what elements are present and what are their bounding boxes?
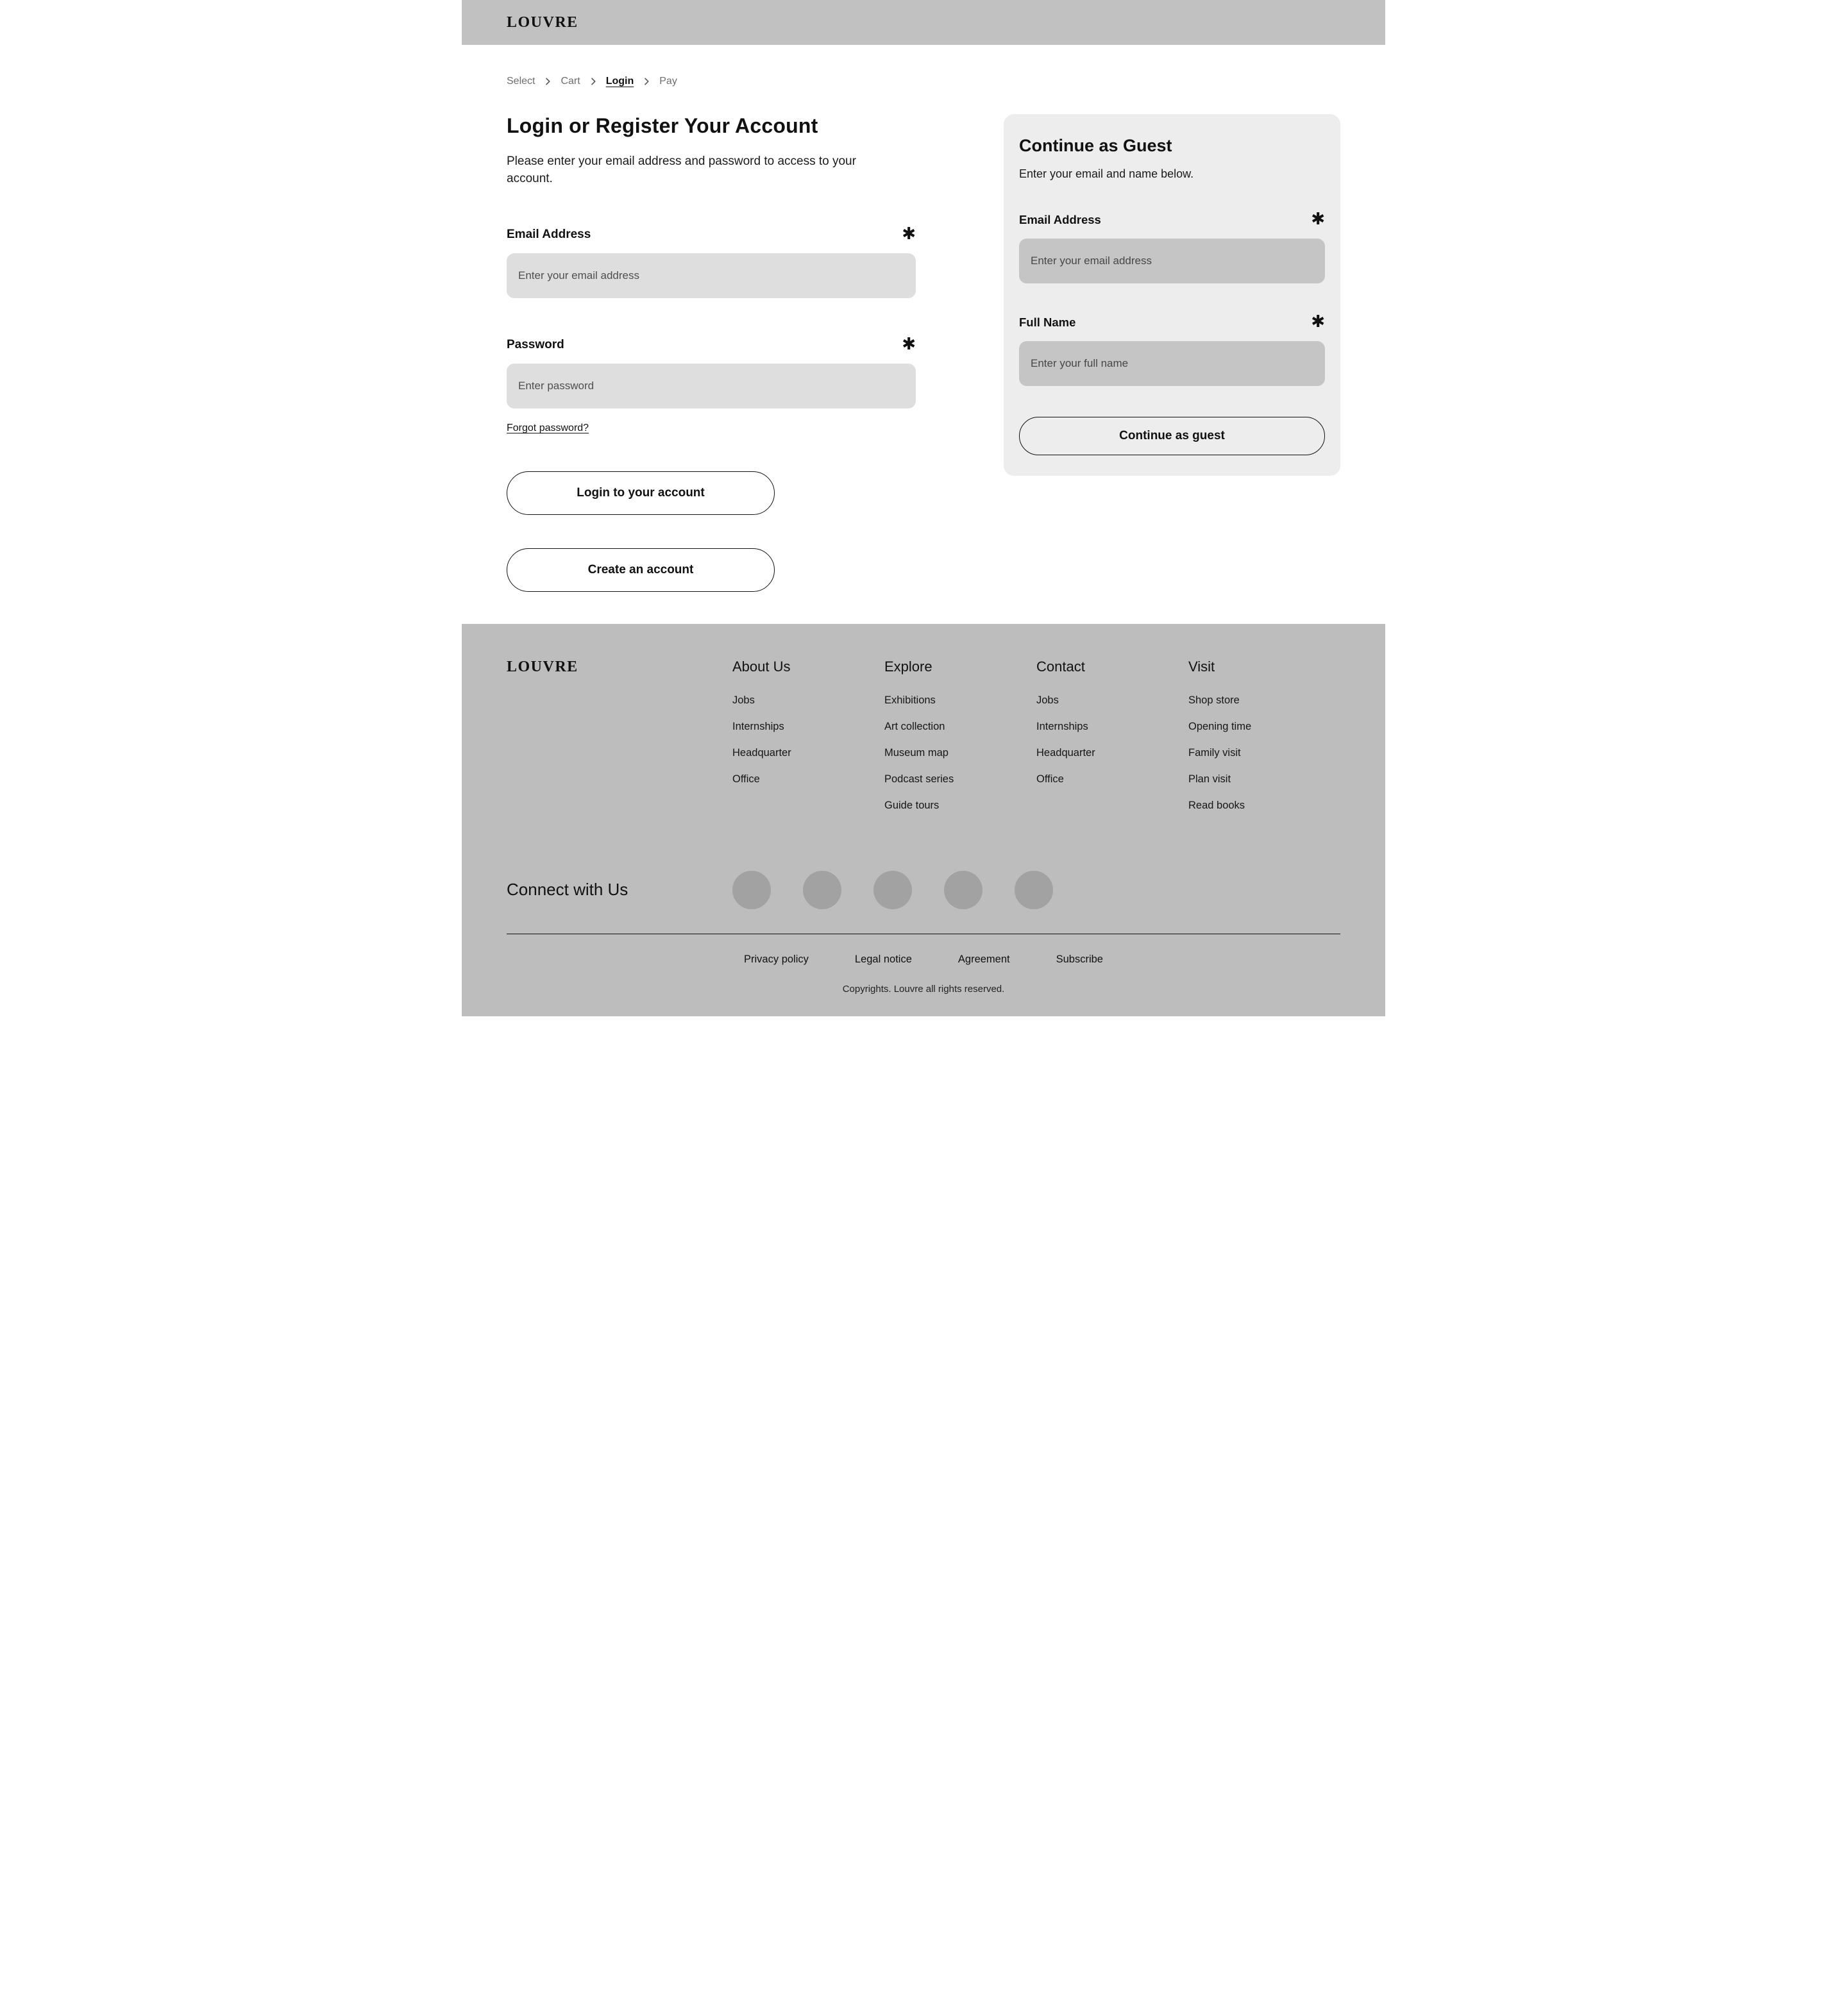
site-footer xyxy=(462,624,1385,1016)
louvre-logo-footer: LOUVRE xyxy=(507,658,578,675)
legal-notice-link[interactable]: Legal notice xyxy=(854,953,912,965)
forgot-password-link[interactable]: Forgot password? xyxy=(507,422,589,433)
guest-email-field[interactable] xyxy=(1019,239,1325,283)
footer-col-contact xyxy=(1036,659,1188,826)
footer-link-office[interactable]: Office xyxy=(1036,773,1064,785)
social-icon-2[interactable] xyxy=(803,871,841,909)
footer-col-title: Contact xyxy=(1036,658,1085,675)
footer-link-podcast-series[interactable]: Podcast series xyxy=(884,773,954,785)
guest-name-label-row xyxy=(1019,313,1325,330)
breadcrumb-item-pay[interactable]: Pay xyxy=(659,76,677,87)
footer-logo-cell xyxy=(507,659,732,826)
footer-col-about xyxy=(732,659,884,826)
site-header xyxy=(462,0,1385,45)
required-asterisk-icon: ✱ xyxy=(1311,209,1325,228)
required-asterisk-icon: ✱ xyxy=(902,223,916,243)
page-title: Login or Register Your Account xyxy=(507,114,818,137)
create-account-button[interactable]: Create an account xyxy=(507,548,775,592)
email-label-row xyxy=(507,225,916,242)
password-label: Password xyxy=(507,337,564,351)
login-register-section xyxy=(507,114,1340,592)
email-field[interactable] xyxy=(507,253,916,298)
social-icon-5[interactable] xyxy=(1015,871,1053,909)
email-label: Email Address xyxy=(507,227,591,241)
footer-link-internships[interactable]: Internships xyxy=(732,720,784,732)
chevron-right-icon xyxy=(543,76,553,87)
footer-col-title: Explore xyxy=(884,658,932,675)
connect-row xyxy=(507,871,1340,909)
guest-subtitle: Enter your email and name below. xyxy=(1019,167,1194,180)
footer-link-headquarter[interactable]: Headquarter xyxy=(732,746,791,759)
footer-col-visit xyxy=(1188,659,1340,826)
breadcrumb-item-cart[interactable]: Cart xyxy=(561,76,580,87)
continue-as-guest-button[interactable]: Continue as guest xyxy=(1019,417,1325,455)
footer-link-opening-time[interactable]: Opening time xyxy=(1188,720,1252,732)
footer-link-plan-visit[interactable]: Plan visit xyxy=(1188,773,1231,785)
connect-with-us-label: Connect with Us xyxy=(507,880,628,900)
required-asterisk-icon: ✱ xyxy=(902,333,916,353)
copyright-text: Copyrights. Louvre all rights reserved. xyxy=(842,983,1005,995)
login-subtitle: Please enter your email address and password to access to your account. xyxy=(507,155,856,185)
footer-link-family-visit[interactable]: Family visit xyxy=(1188,746,1241,759)
social-icon-3[interactable] xyxy=(873,871,912,909)
footer-columns xyxy=(507,659,1340,826)
chevron-right-icon xyxy=(588,76,598,87)
required-asterisk-icon: ✱ xyxy=(1311,312,1325,331)
breadcrumb-item-login[interactable]: Login xyxy=(605,76,634,87)
password-label-row xyxy=(507,335,916,352)
footer-link-jobs[interactable]: Jobs xyxy=(732,694,755,706)
guest-email-label: Email Address xyxy=(1019,213,1101,226)
footer-link-guide-tours[interactable]: Guide tours xyxy=(884,799,940,811)
footer-col-title: About Us xyxy=(732,658,791,675)
guest-name-label: Full Name xyxy=(1019,315,1076,329)
footer-link-jobs[interactable]: Jobs xyxy=(1036,694,1059,706)
subscribe-link[interactable]: Subscribe xyxy=(1056,953,1103,965)
footer-link-art-collection[interactable]: Art collection xyxy=(884,720,945,732)
password-field[interactable] xyxy=(507,364,916,408)
footer-link-office[interactable]: Office xyxy=(732,773,760,785)
breadcrumb-item-select[interactable]: Select xyxy=(507,76,536,87)
login-button[interactable]: Login to your account xyxy=(507,471,775,515)
breadcrumb xyxy=(507,76,1340,87)
login-form xyxy=(507,114,916,592)
chevron-right-icon xyxy=(641,76,652,87)
footer-link-exhibitions[interactable]: Exhibitions xyxy=(884,694,936,706)
agreement-link[interactable]: Agreement xyxy=(957,953,1010,965)
guest-card xyxy=(1004,114,1340,476)
footer-col-title: Visit xyxy=(1188,658,1215,675)
privacy-policy-link[interactable]: Privacy policy xyxy=(744,953,809,965)
footer-link-museum-map[interactable]: Museum map xyxy=(884,746,949,759)
guest-title: Continue as Guest xyxy=(1019,136,1172,155)
guest-name-field[interactable] xyxy=(1019,341,1325,386)
louvre-logo: LOUVRE xyxy=(507,13,578,31)
footer-link-shop-store[interactable]: Shop store xyxy=(1188,694,1240,706)
social-icons xyxy=(732,871,1053,909)
footer-link-headquarter[interactable]: Headquarter xyxy=(1036,746,1095,759)
main-content xyxy=(462,45,1385,624)
guest-email-label-row xyxy=(1019,210,1325,227)
social-icon-1[interactable] xyxy=(732,871,771,909)
footer-link-internships[interactable]: Internships xyxy=(1036,720,1088,732)
social-icon-4[interactable] xyxy=(944,871,983,909)
legal-links xyxy=(507,953,1340,966)
footer-link-read-books[interactable]: Read books xyxy=(1188,799,1245,811)
footer-col-explore xyxy=(884,659,1036,826)
